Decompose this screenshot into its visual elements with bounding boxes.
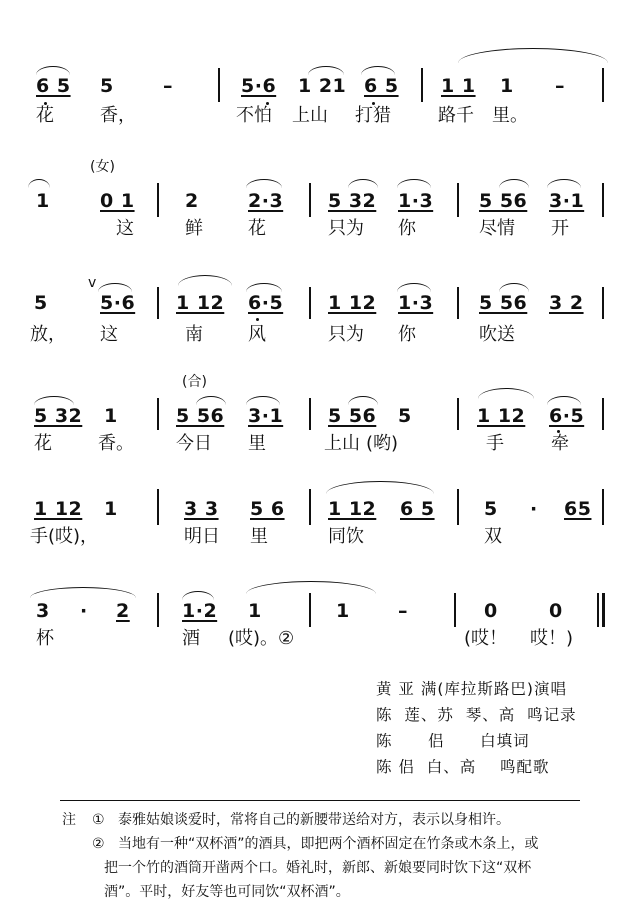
slur [499,283,529,292]
note-group: 6 5 [36,75,71,97]
barline [309,593,311,627]
slur [308,66,344,75]
barline [157,287,159,319]
note-group: 5·6 [100,292,136,314]
lyric: 你 [398,218,416,239]
note-group: 1 12 [34,498,83,520]
slur [326,481,434,494]
low-octave-dot [256,318,259,321]
lyric: 花 [248,218,266,239]
final-barline-thin [597,593,599,627]
lyric: 花 [36,105,54,126]
slur [178,275,232,286]
barline [157,398,159,430]
lyric: 哎！) [530,628,574,649]
slur [182,591,214,600]
breath-mark: v [88,275,97,291]
note-group: 3·1 [248,405,284,427]
slur [36,66,70,75]
lyric: 杯 [36,628,54,649]
score-system-2 [0,155,640,255]
barline [457,183,459,217]
lyric: 明日 [184,526,220,547]
note-group: 5 32 [328,190,377,212]
credit-arranger: 陈 侣 白、高 鸣配歌 [376,758,550,776]
lyric: 里 [250,526,268,547]
slur [246,179,282,188]
lyric: 里。 [492,105,528,126]
voice-marker-female: (女) [90,159,115,175]
lyric: 只为 [328,218,364,239]
lyric: 上山 [324,433,360,454]
note-group: 3 3 [184,498,219,520]
barline [457,287,459,319]
note-group: 5 6 [250,498,285,520]
lyric: 这 [116,218,134,239]
credit-recorder: 陈 莲、苏 琴、高 鸣记录 [376,706,577,724]
note-group: 1 [336,600,350,622]
lyric: 风 [248,324,266,345]
lyric: 鲜 [185,218,203,239]
final-barline-thick [602,593,605,627]
tie-long [458,48,608,63]
rest: 0 [549,600,563,622]
slur [478,388,534,399]
barline [309,287,311,319]
note-group: 5 [34,292,48,314]
note-group: 1·3 [398,292,434,314]
slur [196,396,226,405]
lyric: 香， [100,105,136,126]
slur [499,179,529,188]
lyric: 里 [248,433,266,454]
note-group: 1 [104,498,118,520]
note-group: 2 [185,190,199,212]
lyric: 这 [100,324,118,345]
footnote-mark: ① [92,812,105,828]
lyric: 打猎 [355,105,391,126]
score-system-5 [0,475,640,575]
note-group: 1·2 [182,600,218,622]
augmentation-dot: · [80,600,88,622]
note-group: 1 12 [328,292,377,314]
lyric: (哟) [366,433,399,454]
slur [28,179,50,188]
tie-continued [30,587,136,598]
lyric: 牵 [551,433,569,454]
note-group: 3 [36,600,50,622]
lyric: 南 [185,324,203,345]
lyric: 手(哎)， [30,526,99,547]
footnote-text: 把一个竹的酒筒开凿两个口。婚礼时，新郎、新娘要同时饮下这“双杯 [104,860,532,876]
note-group: 3·1 [549,190,585,212]
footnote-text: 酒”。平时，好友等也可同饮“双杯酒”。 [104,884,350,900]
lyric: 香。 [98,433,134,454]
lyric: (哎！ [464,628,508,649]
slur [34,396,74,405]
note-group: 5 [484,498,498,520]
note-group: 5 56 [479,292,528,314]
dash-sustain: – [163,75,173,97]
footnote-text: 当地有一种“双杯酒”的酒具，即把两个酒杯固定在竹条或木条上，或 [118,836,539,852]
slur [348,179,378,188]
voice-marker-chorus: (合) [182,374,207,390]
barline [157,593,159,627]
slur [547,179,581,188]
barline [602,183,604,217]
barline [309,489,311,525]
note-group: 5 56 [479,190,528,212]
note-group: 1 21 [298,75,347,97]
score-system-6 [0,575,640,675]
slur [98,283,132,292]
credit-lyricist: 陈 侣 白填词 [376,732,530,750]
barline [454,593,456,627]
tie-long [246,581,376,594]
lyric: 吹送 [479,324,515,345]
lyric: 尽情 [479,218,515,239]
barline [457,398,459,430]
lyric: 酒 [182,628,200,649]
score-system-1 [0,40,640,140]
footnote-divider [60,800,580,801]
lyric: 只为 [328,324,364,345]
lyric: (哎)。② [228,628,295,649]
slur [397,283,431,292]
note-group: 65 [564,498,592,520]
score-system-4 [0,370,640,470]
lyric: 上山 [292,105,328,126]
footnote-mark: ② [92,836,105,852]
note-group: 2 [116,600,130,622]
note-group: 6·5 [248,292,284,314]
barline [602,489,604,525]
slur [361,66,395,75]
barline [602,287,604,319]
dash-sustain: – [555,75,565,97]
augmentation-dot: · [530,498,538,520]
note-group: 5 56 [176,405,225,427]
note-group: 1 12 [328,498,377,520]
note-group: 1·3 [398,190,434,212]
footnote-text: 泰雅姑娘谈爱时，常将自己的新腰带送给对方，表示以身相许。 [118,812,510,828]
lyric: 花 [34,433,52,454]
barline [602,398,604,430]
note-group: 1 [36,190,50,212]
barline [218,68,220,102]
lyric: 路千 [438,105,474,126]
slur [246,283,282,292]
note-group: 2·3 [248,190,284,212]
note-group: 5 56 [328,405,377,427]
note-group: 1 [500,75,514,97]
note-group: 5 [398,405,412,427]
barline [421,68,423,102]
note-group: 1 [248,600,262,622]
note-group: 1 1 [441,75,476,97]
lyric: 你 [398,324,416,345]
note-group: 3 2 [549,292,584,314]
lyric: 双 [484,526,502,547]
lyric: 放， [30,324,66,345]
barline [602,68,604,102]
note-group: 1 12 [176,292,225,314]
note-group: 0 1 [100,190,135,212]
lyric: 今日 [176,433,212,454]
credits-block [376,676,577,780]
slur [246,396,280,405]
note-group: 6·5 [549,405,585,427]
slur [397,179,431,188]
rest: 0 [484,600,498,622]
lyric: 手 [486,433,504,454]
note-group: 1 12 [477,405,526,427]
note-group: 5 [100,75,114,97]
barline [309,183,311,217]
note-group: 5 32 [34,405,83,427]
lyric: 开 [551,218,569,239]
note-group: 6 5 [400,498,435,520]
dash-sustain: – [398,600,408,622]
lyric: 不怕 [236,105,272,126]
footnote-label: 注 [62,812,76,828]
credit-singer: 黄 亚 满(库拉斯路巴)演唱 [376,680,567,698]
note-group: 5·6 [241,75,277,97]
barline [157,183,159,217]
barline [457,489,459,525]
score-system-3 [0,265,640,365]
slur [348,396,378,405]
slur [547,396,581,405]
lyric: 同饮 [328,526,364,547]
note-group: 6 5 [364,75,399,97]
barline [309,398,311,430]
barline [157,489,159,525]
note-group: 1 [104,405,118,427]
